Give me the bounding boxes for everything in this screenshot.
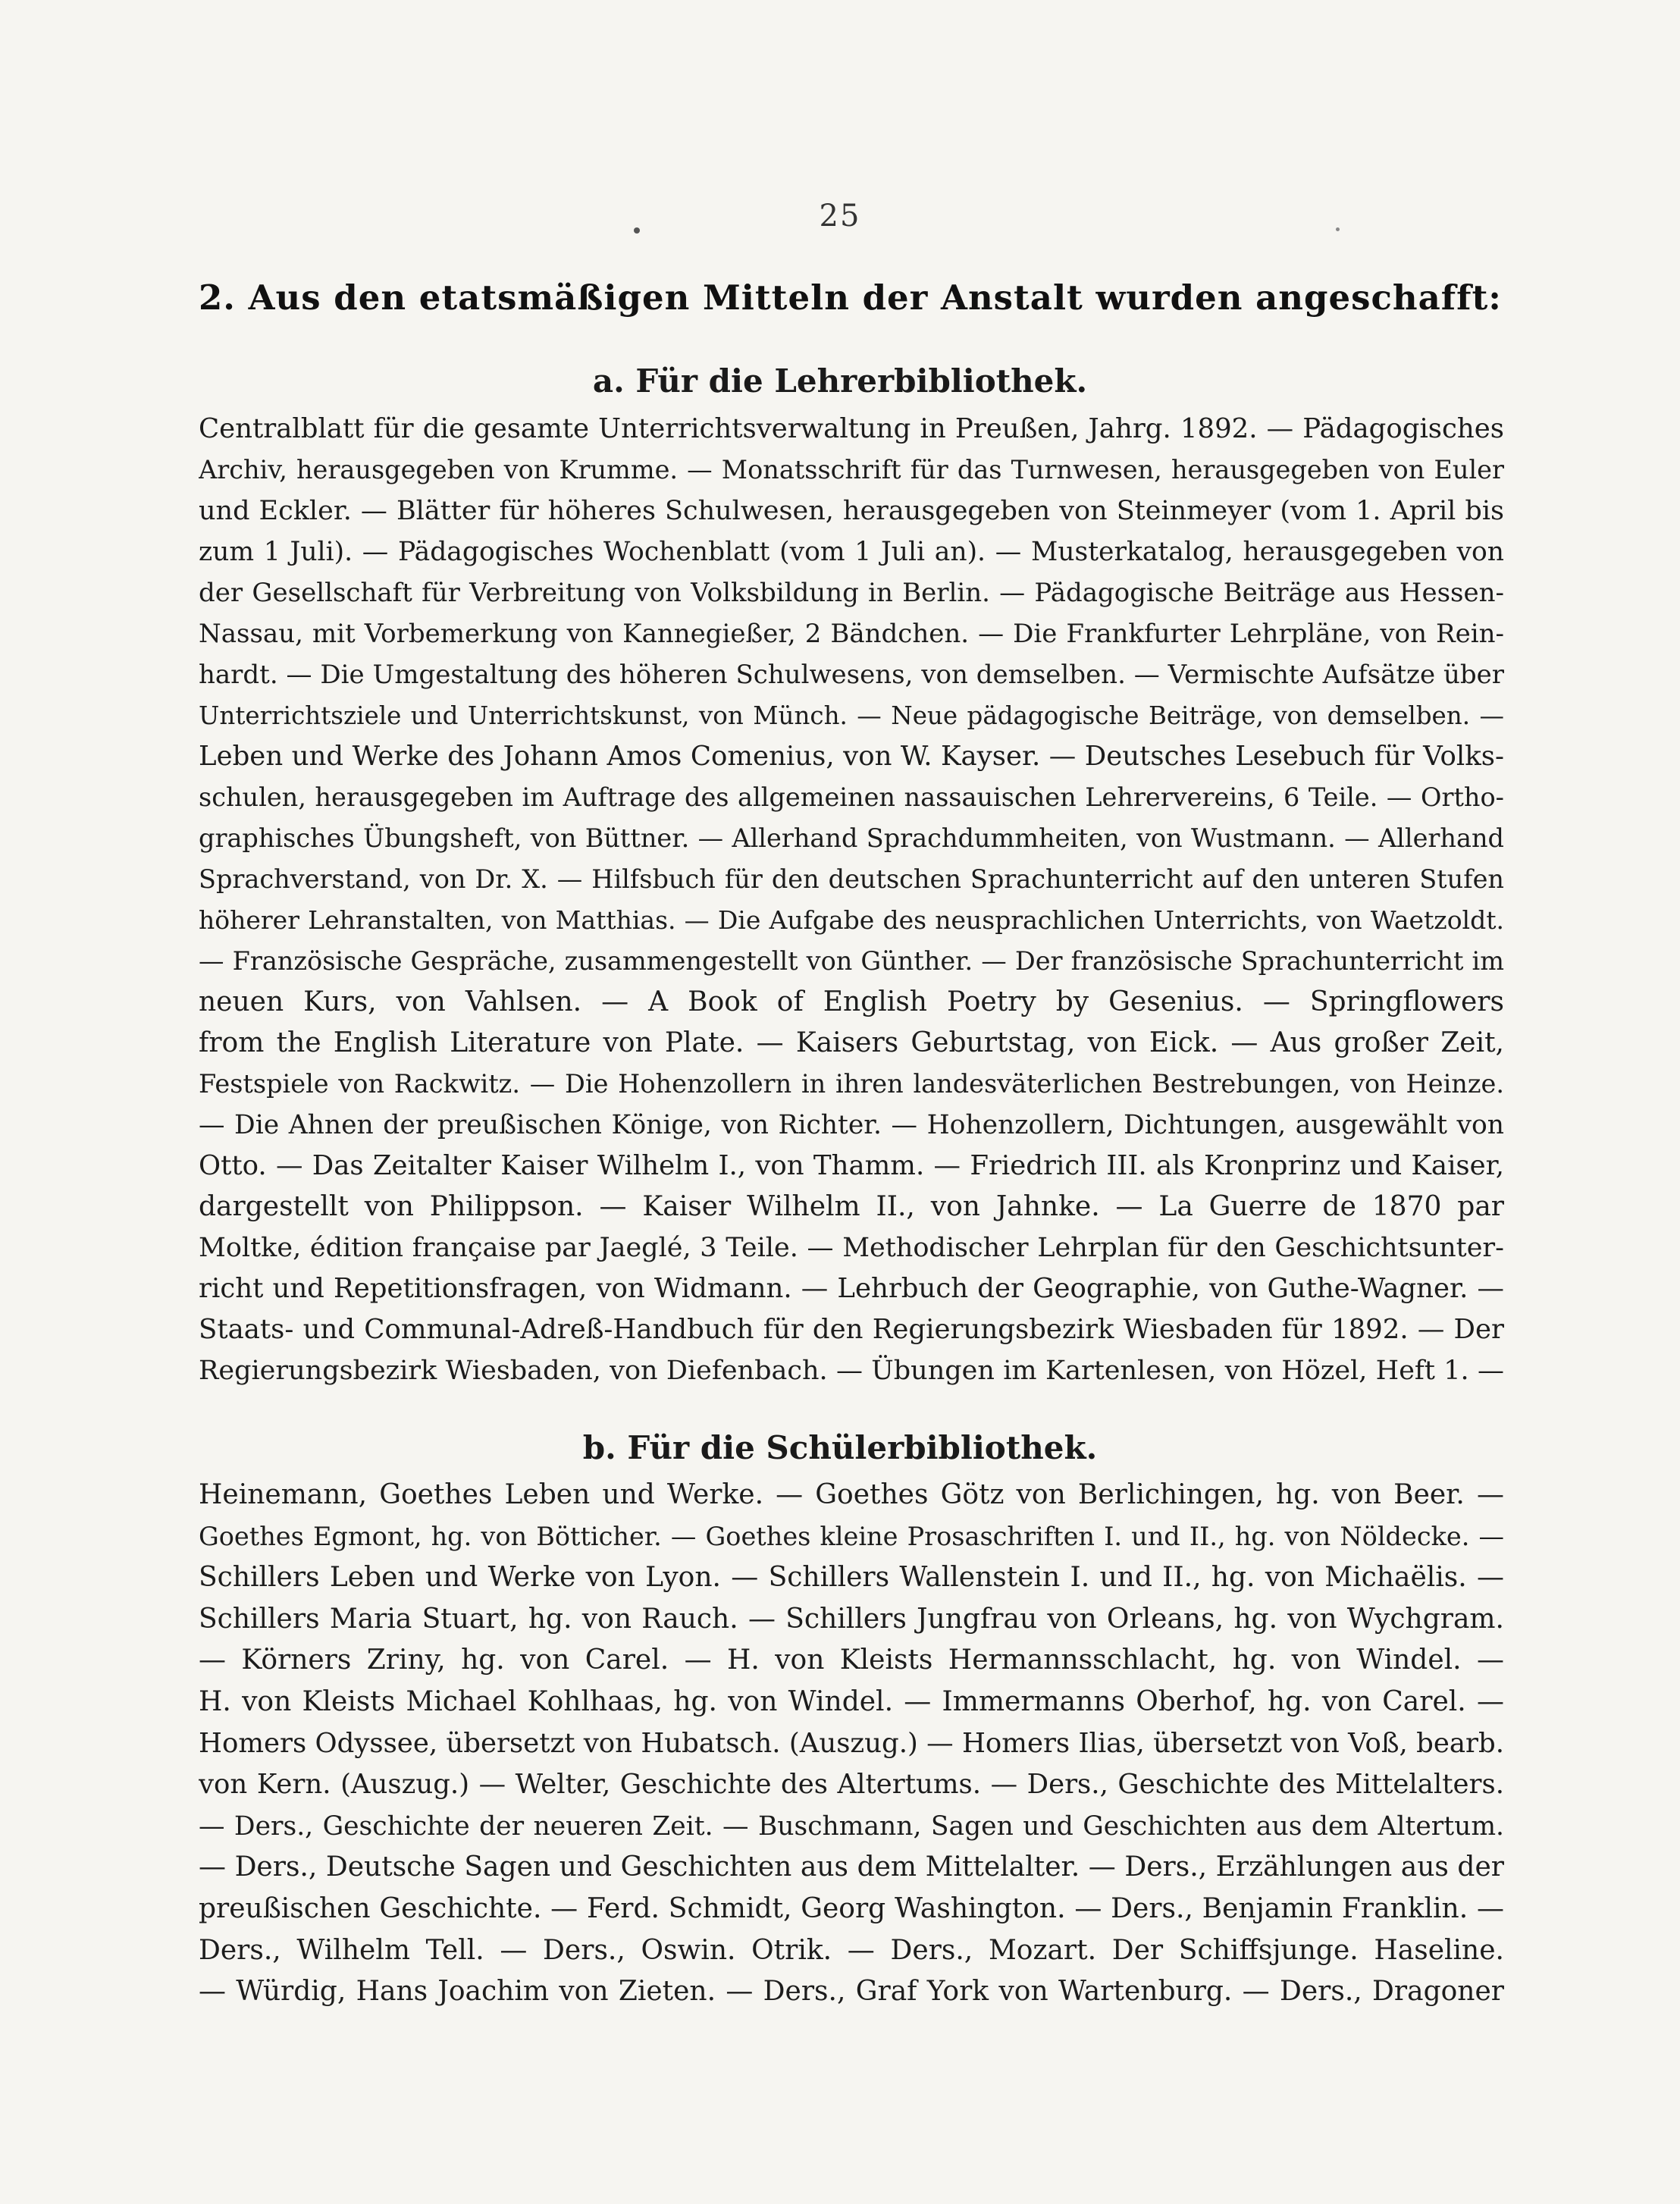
student-library-paragraph — [199, 1475, 1504, 2013]
text-line: hardt. — Die Umgestaltung des höheren Schulwesens, von demselben. — Vermischte Aufsätze über — [199, 660, 1504, 690]
text-line: Ders., Wilhelm Tell. — Ders., Oswin. Otrik. — Ders., Mozart. Der Schiffsjunge. Haseline. — [199, 1934, 1504, 1966]
text-line: Archiv, herausgegeben von Krumme. — Monatsschrift für das Turnwesen, herausgegeben von Euler — [199, 455, 1504, 484]
subsection-title-teacher-library: a. Für die Lehrerbibliothek. — [592, 362, 1088, 400]
text-line: neuen Kurs, von Vahlsen. — A Book of English Poetry by Gesenius. — Springflowers — [199, 986, 1504, 1017]
text-line: Schillers Leben und Werke von Lyon. — Schillers Wallenstein I. und II., hg. von Michaëlis. — — [199, 1562, 1504, 1594]
text-line: Goethes Egmont, hg. von Bötticher. — Goethes kleine Prosaschriften I. und II., hg. von Nöldecke. — — [199, 1521, 1504, 1551]
text-line: Homers Odyssee, übersetzt von Hubatsch. (Auszug.) — Homers Ilias, übersetzt von Voß, bearb. — [199, 1727, 1504, 1759]
text-line: — Französische Gespräche, zusammengestellt von Günther. — Der französische Sprachunterricht im — [199, 946, 1504, 976]
margin-dot — [1336, 227, 1340, 231]
text-line: Centralblatt für die gesamte Unterrichtsverwaltung in Preußen, Jahrg. 1892. — Pädagogisches — [199, 413, 1504, 444]
text-line: höherer Lehranstalten, von Matthias. — Die Aufgabe des neusprachlichen Unterrichts, von Waetzoldt. — [199, 905, 1504, 935]
text-line: — Ders., Deutsche Sagen und Geschichten aus dem Mittelalter. — Ders., Erzählungen aus der — [199, 1851, 1504, 1883]
text-line: — Würdig, Hans Joachim von Zieten. — Ders., Graf York von Wartenburg. — Ders., Dragoner — [199, 1976, 1504, 2008]
text-line: — Körners Zriny, hg. von Carel. — H. von Kleists Hermannsschlacht, hg. von Windel. — — [199, 1644, 1504, 1676]
text-line: schulen, herausgegeben im Auftrage des allgemeinen nassauischen Lehrervereins, 6 Teile. — Ortho- — [199, 782, 1504, 812]
text-line: — Ders., Geschichte der neueren Zeit. — Buschmann, Sagen und Geschichten aus dem Altertum. — [199, 1811, 1504, 1842]
text-line: preußischen Geschichte. — Ferd. Schmidt, Georg Washington. — Ders., Benjamin Franklin. — — [199, 1892, 1504, 1924]
text-line: richt und Repetitionsfragen, von Widmann. — Lehrbuch der Geographie, von Guthe-Wagner. — — [199, 1273, 1504, 1304]
text-line: — Die Ahnen der preußischen Könige, von Richter. — Hohenzollern, Dichtungen, ausgewählt von — [199, 1110, 1504, 1140]
text-line: Staats- und Communal-Adreß-Handbuch für den Regierungsbezirk Wiesbaden für 1892. — Der — [199, 1314, 1504, 1345]
text-line: dargestellt von Philippson. — Kaiser Wilhelm II., von Jahnke. — La Guerre de 1870 par — [199, 1191, 1504, 1222]
text-line: from the English Literature von Plate. — Kaisers Geburtstag, von Eick. — Aus großer Zeit, — [199, 1027, 1504, 1058]
text-line: Regierungsbezirk Wiesbaden, von Diefenbach. — Übungen im Kartenlesen, von Hözel, Heft 1. — — [199, 1356, 1504, 1386]
text-line: graphisches Übungsheft, von Büttner. — Allerhand Sprachdummheiten, von Wustmann. — Allerhand — [199, 823, 1504, 853]
text-line: Moltke, édition française par Jaeglé, 3 Teile. — Methodischer Lehrplan für den Geschichtsunter- — [199, 1233, 1504, 1263]
section-heading: 2. Aus den etatsmäßigen Mitteln der Anstalt wurden angeschafft: — [199, 277, 1502, 318]
text-line: zum 1 Juli). — Pädagogisches Wochenblatt (vom 1 Juli an). — Musterkatalog, herausgegeben von — [199, 537, 1504, 567]
text-line: Nassau, mit Vorbemerkung von Kannegießer, 2 Bändchen. — Die Frankfurter Lehrpläne, von Rein- — [199, 619, 1504, 649]
teacher-library-paragraph — [199, 409, 1504, 1391]
text-line: Heinemann, Goethes Leben und Werke. — Goethes Götz von Berlichingen, hg. von Beer. — — [199, 1479, 1504, 1510]
subsection-title-student-library: b. Für die Schülerbibliothek. — [582, 1429, 1098, 1466]
text-line: Festspiele von Rackwitz. — Die Hohenzollern in ihren landesväterlichen Bestrebungen, von Heinze. — [199, 1069, 1504, 1099]
text-line: von Kern. (Auszug.) — Welter, Geschichte des Altertums. — Ders., Geschichte des Mittelalters. — [199, 1769, 1504, 1801]
text-line: Otto. — Das Zeitalter Kaiser Wilhelm I., von Thamm. — Friedrich III. als Kronprinz und Kaiser, — [199, 1150, 1504, 1181]
text-line: H. von Kleists Michael Kohlhaas, hg. von Windel. — Immermanns Oberhof, hg. von Carel. — — [199, 1685, 1504, 1717]
text-line: Unterrichtsziele und Unterrichtskunst, von Münch. — Neue pädagogische Beiträge, von demselben. — — [199, 701, 1504, 730]
text-line: Leben und Werke des Johann Amos Comenius, von W. Kayser. — Deutsches Lesebuch für Volks- — [199, 741, 1504, 772]
page-number: 25 — [819, 199, 861, 234]
text-line: und Eckler. — Blätter für höheres Schulwesen, herausgegeben von Steinmeyer (vom 1. April bis — [199, 496, 1504, 526]
text-line: Sprachverstand, von Dr. X. — Hilfsbuch für den deutschen Sprachunterricht auf den unteren Stufen — [199, 864, 1504, 894]
text-line: Schillers Maria Stuart, hg. von Rauch. — Schillers Jungfrau von Orleans, hg. von Wychgram. — [199, 1603, 1504, 1635]
text-line: der Gesellschaft für Verbreitung von Volksbildung in Berlin. — Pädagogische Beiträge aus Hessen- — [199, 578, 1504, 608]
